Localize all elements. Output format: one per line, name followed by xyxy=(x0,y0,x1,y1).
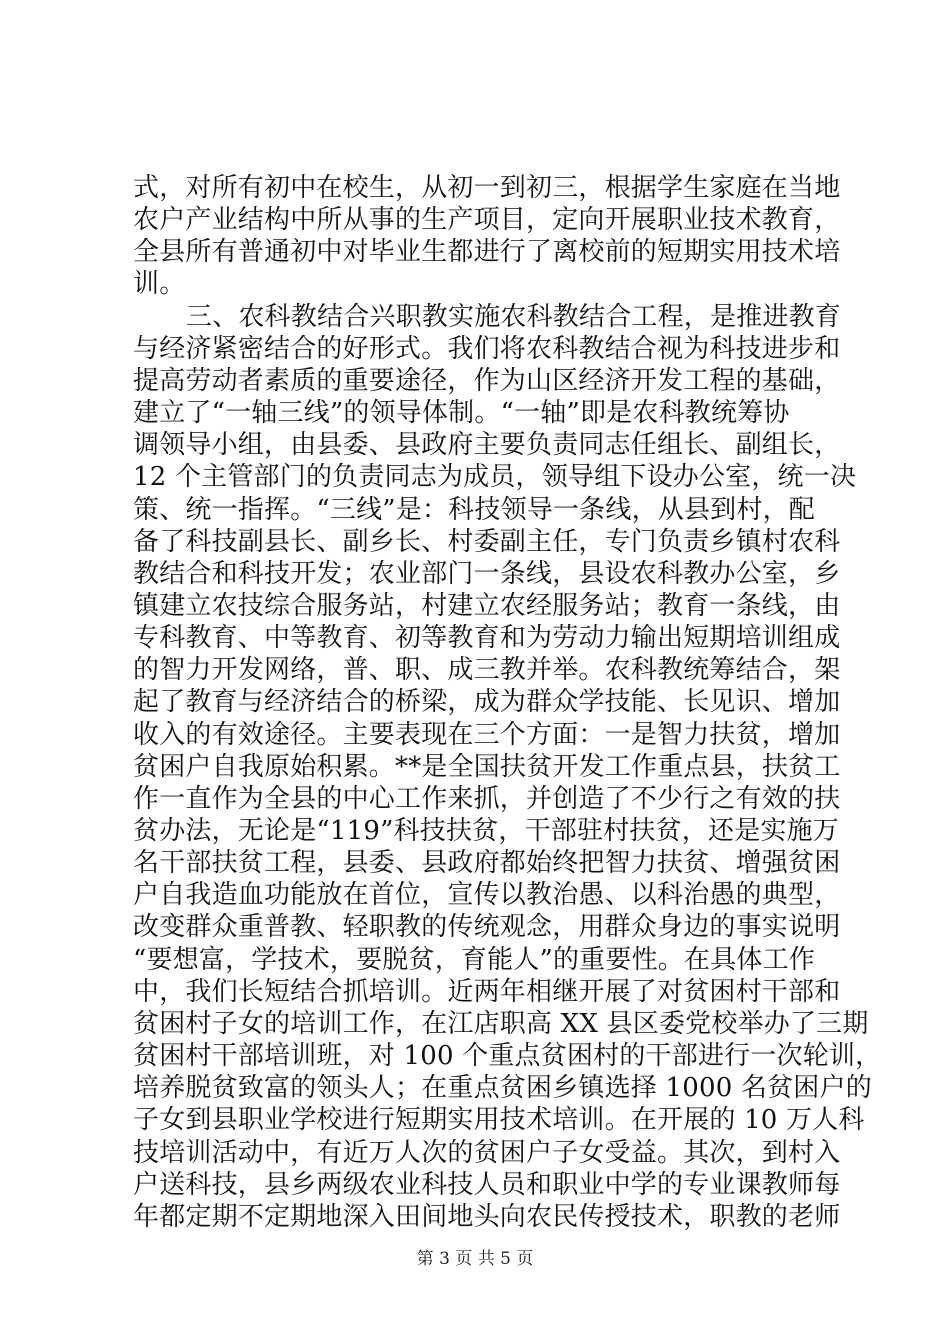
text-line: “要想富，学技术，要脱贫，育能人”的重要性。在具体工作 xyxy=(133,945,815,975)
text-line: 起了教育与经济结合的桥梁，成为群众学技能、长见识、增加 xyxy=(133,687,841,717)
text-line: 备了科技副县长、副乡长、村委副主任，专门负责乡镇村农科 xyxy=(133,527,841,557)
text-line: 策、统一指挥。“三线”是：科技领导一条线，从县到村，配 xyxy=(133,495,815,525)
text-line: 贫办法，无论是“119”科技扶贫，干部驻村扶贫，还是实施万 xyxy=(133,816,840,846)
paragraph-first-line: 三、农科教结合兴职教实施农科教结合工程，是推进教育 xyxy=(186,302,842,332)
text-line: 与经济紧密结合的好形式。我们将农科教结合视为科技进步和 xyxy=(133,334,841,364)
text-line: 训。 xyxy=(133,269,186,299)
text-line: 改变群众重普教、轻职教的传统观念，用群众身边的事实说明 xyxy=(133,912,841,942)
text-line: 提高劳动者素质的重要途径，作为山区经济开发工程的基础， xyxy=(133,366,841,396)
text-line: 的智力开发网络，普、职、成三教并举。农科教统筹结合，架 xyxy=(133,655,841,685)
text-line: 作一直作为全县的中心工作来抓，并创造了不少行之有效的扶 xyxy=(133,784,841,814)
text-line: 收入的有效途径。主要表现在三个方面：一是智力扶贫，增加 xyxy=(133,720,841,750)
text-line: 年都定期不定期地深入田间地头向农民传授技术，职教的老师 xyxy=(133,1202,841,1232)
text-line: 建立了“一轴三线”的领导体制。“一轴”即是农科教统筹协 xyxy=(133,398,790,428)
text-line: 调领导小组，由县委、县政府主要负责同志任组长、副组长， xyxy=(133,430,841,460)
page-footer: 第 3 页 共 5 页 xyxy=(416,1249,534,1269)
text-line: 专科教育、中等教育、初等教育和为劳动力输出短期培训组成 xyxy=(133,623,841,653)
text-line: 贫困户自我原始积累。**是全国扶贫开发工作重点县，扶贫工 xyxy=(133,752,841,782)
text-line: 式，对所有初中在校生，从初一到初三，根据学生家庭在当地 xyxy=(133,173,841,203)
text-line: 户自我造血功能放在首位，宣传以教治愚、以科治愚的典型， xyxy=(133,880,841,910)
text-line: 12 个主管部门的负责同志为成员，领导组下设办公室，统一决 xyxy=(133,462,857,492)
text-line: 中，我们长短结合抓培训。近两年相继开展了对贫困村干部和 xyxy=(133,977,841,1007)
text-line: 技培训活动中，有近万人次的贫困户子女受益。其次，到村入 xyxy=(133,1138,841,1168)
text-line: 教结合和科技开发；农业部门一条线，县设农科教办公室，乡 xyxy=(133,559,841,589)
text-line: 培养脱贫致富的领头人；在重点贫困乡镇选择 1000 名贫困户的 xyxy=(133,1073,872,1103)
text-line: 贫困村子女的培训工作，在江店职高 XX 县区委党校举办了三期 xyxy=(133,1009,869,1039)
text-line: 贫困村干部培训班，对 100 个重点贫困村的干部进行一次轮训， xyxy=(133,1041,882,1071)
text-line: 农户产业结构中所从事的生产项目，定向开展职业技术教育， xyxy=(133,205,841,235)
text-line: 镇建立农技综合服务站，村建立农经服务站；教育一条线，由 xyxy=(133,591,841,621)
text-line: 户送科技，县乡两级农业科技人员和职业中学的专业课教师每 xyxy=(133,1170,841,1200)
text-line: 子女到县职业学校进行短期实用技术培训。在开展的 10 万人科 xyxy=(133,1105,865,1135)
text-line: 全县所有普通初中对毕业生都进行了离校前的短期实用技术培 xyxy=(133,237,841,267)
text-line: 名干部扶贫工程，县委、县政府都始终把智力扶贫、增强贫困 xyxy=(133,848,841,878)
